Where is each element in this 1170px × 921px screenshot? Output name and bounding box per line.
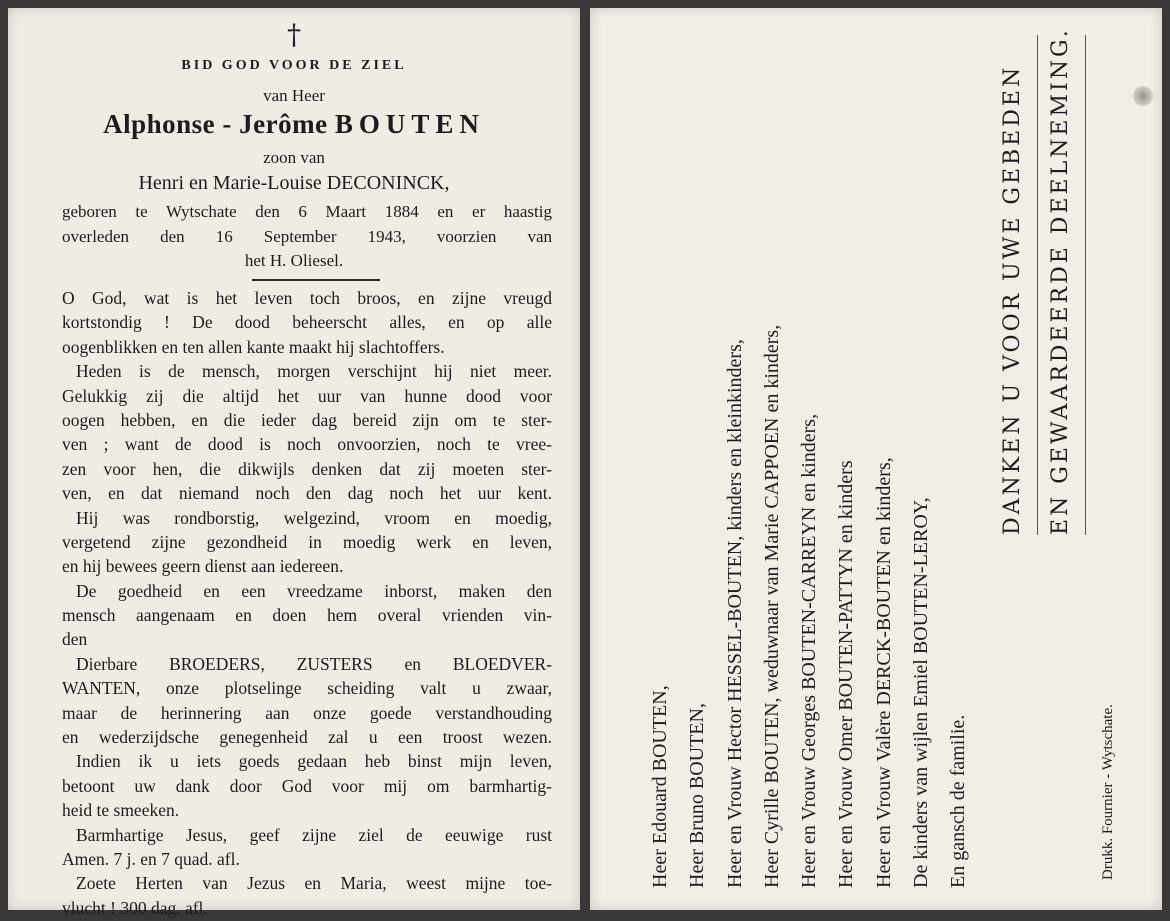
prayer-line: betoont uw dank door God voor mij om barmhartig- — [62, 775, 552, 796]
stain-mark — [1133, 86, 1153, 106]
thanks-rule — [1085, 35, 1086, 535]
prayer-line: kortstondig ! De dood beheerscht alles, en op alle — [62, 312, 552, 333]
family-line: En gansch de familie. — [947, 714, 970, 888]
bio-line: geboren te Wytschate den 6 Maart 1884 en er haastig — [62, 202, 552, 221]
thanks-line: DANKEN U VOOR UWE GEBEDEN — [1000, 64, 1025, 535]
prayer-line: De goedheid en een vreedzame inborst, maken den — [76, 580, 552, 601]
deceased-surname: BOUTEN — [334, 109, 485, 139]
prayer-line: ven, en dat niemand noch den dag noch het uur kent. — [62, 483, 552, 504]
prayer-line: oogenblikken en ten allen kante maakt hij slachtoffers. — [62, 336, 445, 357]
prayer-line: den — [62, 629, 88, 650]
rotated-text-block — [590, 8, 1162, 910]
prayer-line: Gelukkig zij die altijd het uur van hunne dood voor — [62, 385, 552, 406]
thanks-rule — [1037, 35, 1038, 535]
prayer-line: WANTEN, onze plotselinge scheiding valt u zwaar, — [62, 678, 552, 699]
prayer-line: Amen. 7 j. en 7 quad. afl. — [62, 848, 240, 869]
printer-credit: Drukk. Fournier - Wytschate. — [1100, 704, 1116, 880]
family-line: Heer en Vrouw Georges BOUTEN-CARREYN en kinders, — [798, 413, 821, 888]
family-line: Heer en Vrouw Hector HESSEL-BOUTEN, kinders en kleinkinders, — [723, 339, 746, 888]
prayer-line: maar de herinnering aan onze goede verstandhouding — [62, 702, 552, 723]
prayer-line: en wederzijdsche genegenheid zal u een troost wezen. — [62, 727, 552, 748]
prayer-line: Hij was rondborstig, welgezind, vroom en moedig, — [76, 507, 552, 528]
divider-rule — [252, 279, 380, 281]
prayer-heading: BID GOD VOOR DE ZIEL — [181, 58, 407, 73]
van-heer-line: van Heer — [263, 86, 325, 105]
thanks-line: EN GEWAARDEERDE DEELNEMING. — [1048, 27, 1073, 535]
prayer-line: vergetend zijne gezondheid in moedig werk en leven, — [62, 531, 552, 552]
deceased-name — [8, 109, 580, 140]
prayer-line: Heden is de mensch, morgen verschijnt hij niet meer. — [76, 361, 552, 382]
prayer-line: en hij bewees geern dienst aan iedereen. — [62, 556, 344, 577]
family-line: De kinders van wijlen Emiel BOUTEN-LEROY, — [910, 497, 933, 888]
prayer-line: Dierbare BROEDERS, ZUSTERS en BLOEDVER- — [76, 653, 552, 674]
prayer-line: Indien ik u iets goeds gedaan heb binst mijn leven, — [76, 751, 552, 772]
prayer-line: vlucht ! 300 dag. afl. — [62, 897, 208, 918]
prayer-line: heid te smeeken. — [62, 800, 180, 821]
prayer-line: ven ; want de dood is noch onvoorzien, noch te vree- — [62, 434, 552, 455]
prayer-line: Zoete Herten van Jezus en Maria, weest mijne toe- — [76, 873, 552, 894]
zoon-van-line: zoon van — [263, 148, 325, 167]
deceased-given-names: Alphonse - Jerôme — [103, 109, 328, 139]
prayer-line: mensch aangenaam en doen hem overal vrienden vin- — [62, 605, 552, 626]
prayer-line: Barmhartige Jesus, geef zijne ziel de eeuwige rust — [76, 824, 552, 845]
bio-line: overleden den 16 September 1943, voorzien van — [62, 227, 552, 246]
family-line: Heer Cyrille BOUTEN, weduwnaar van Marie CAPPOEN en kinders, — [760, 324, 783, 888]
bio-line: het H. Oliesel. — [244, 251, 344, 270]
prayer-line: O God, wat is het leven toch broos, en zijne vreugd — [62, 288, 552, 308]
cross-icon: † — [287, 18, 301, 51]
left-card-panel — [8, 8, 580, 918]
family-line: Heer en Vrouw Valère DERCK-BOUTEN en kinders, — [872, 457, 895, 888]
prayer-line: zen voor hen, die dikwijls denken dat zij moeten ster- — [62, 458, 552, 479]
parents-line: Henri en Marie-Louise DECONINCK, — [138, 172, 450, 194]
right-card-panel — [590, 8, 1162, 910]
prayer-text — [62, 286, 552, 920]
prayer-line: oogen hebben, en die ieder dag bereid zijn om te ster- — [62, 409, 552, 430]
family-line: Heer Bruno BOUTEN, — [686, 703, 709, 888]
family-list — [642, 325, 978, 888]
family-line: Heer Edouard BOUTEN, — [649, 685, 671, 888]
family-line: Heer en Vrouw Omer BOUTEN-PATTYN en kinders — [835, 460, 858, 888]
